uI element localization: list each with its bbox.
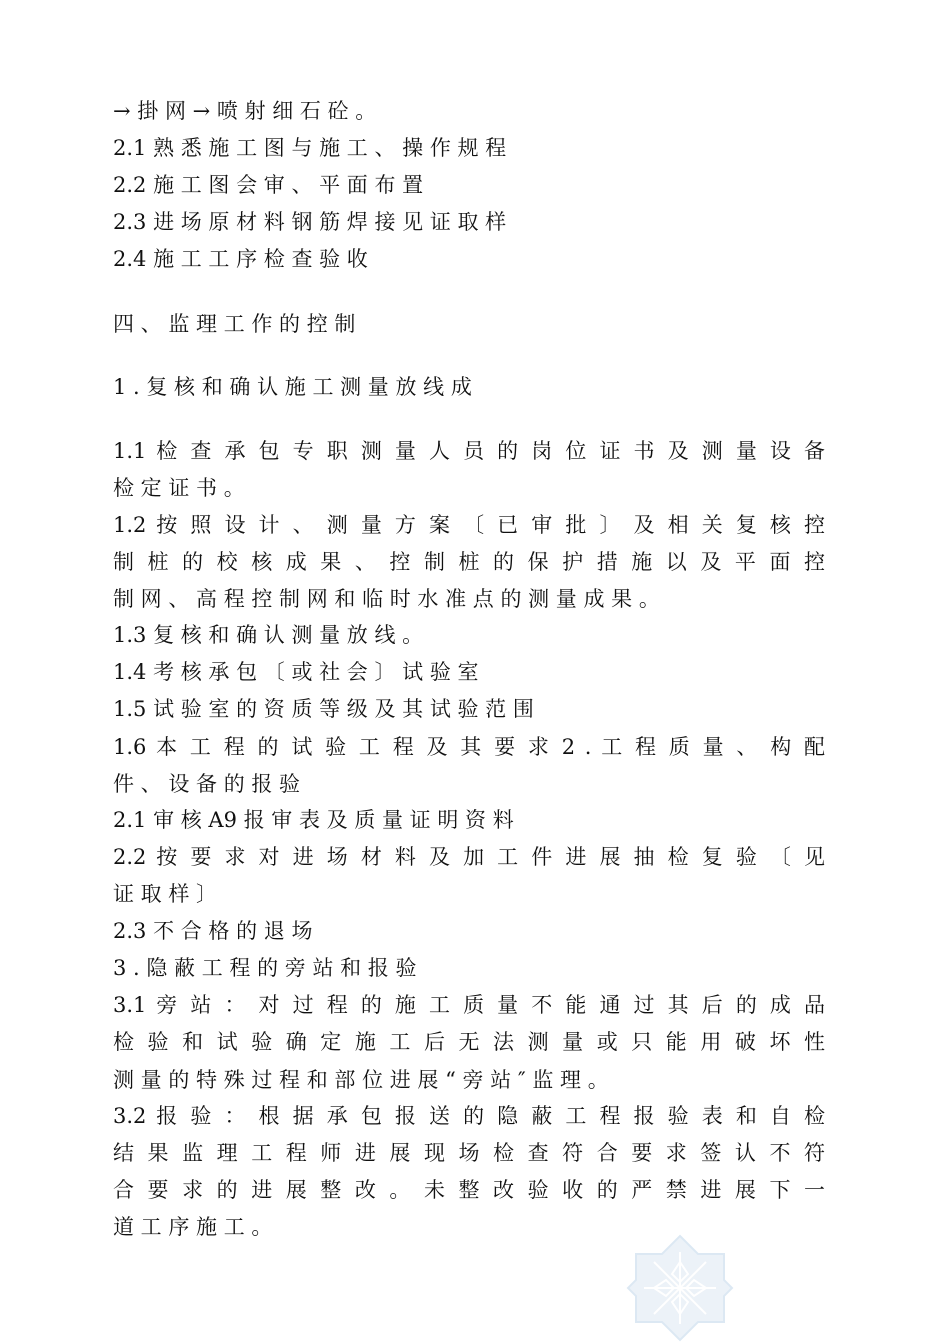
text-line-4: 2.3 进 场 原 材 料 钢 筋 焊 接 见 证 取 样 [113, 210, 507, 234]
text-line-2-2b: 证 取 样 〕 [113, 882, 218, 906]
text-line-1-3: 1.3 复 核 和 确 认 测 量 放 线 。 [113, 623, 424, 647]
text-line-1-2b: 制 桩 的 校 核 成 果 、 控 制 桩 的 保 护 措 施 以 及 平 面 控 [113, 550, 825, 574]
text-line-1-2c: 制 网 、 高 程 控 制 网 和 临 时 水 准 点 的 测 量 成 果 。 [113, 587, 660, 611]
text-line-3-2b: 结 果 监 理 工 程 师 进 展 现 场 检 查 符 合 要 求 签 认 不 符 [113, 1141, 825, 1165]
text-line-1-5: 1.5 试 验 室 的 资 质 等 级 及 其 试 验 范 围 [113, 697, 534, 721]
text-line-3-2d: 道 工 序 施 工 。 [113, 1215, 273, 1239]
text-line-5: 2.4 施 工 工 序 检 查 验 收 [113, 247, 368, 271]
text-line-2-1: 2.1 审 核 A9 报 审 表 及 质 量 证 明 资 料 [113, 808, 514, 832]
text-line-3-1a: 3.1 旁 站 ： 对 过 程 的 施 工 质 量 不 能 通 过 其 后 的 成 品 [113, 993, 825, 1017]
text-line-3-1c: 测 量 的 特 殊 过 程 和 部 位 进 展 “ 旁 站 ″ 监 理 。 [113, 1068, 609, 1092]
snowflake-watermark-icon [624, 1232, 736, 1344]
text-line-1: → 掛 网 → 喷 射 细 石 砼 。 [113, 99, 377, 123]
text-line-1-1a: 1.1 检 查 承 包 专 职 测 量 人 员 的 岗 位 证 书 及 测 量 设 备 [113, 439, 825, 463]
text-line-3-1b: 检 验 和 试 验 确 定 施 工 后 无 法 测 量 或 只 能 用 破 坏 性 [113, 1030, 825, 1054]
text-line-3: 2.2 施 工 图 会 审 、 平 面 布 置 [113, 173, 424, 197]
text-line-1-6b: 件 、 设 备 的 报 验 [113, 772, 301, 796]
subsection-heading-1: 1 . 复 核 和 确 认 施 工 测 量 放 线 成 [113, 375, 472, 399]
text-line-3-2a: 3.2 报 验 ： 根 据 承 包 报 送 的 隐 蔽 工 程 报 验 表 和 自 检 [113, 1104, 825, 1128]
text-line-1-4: 1.4 考 核 承 包 〔 或 社 会 〕 试 验 室 [113, 660, 479, 684]
text-line-2-3: 2.3 不 合 格 的 退 场 [113, 919, 313, 943]
text-line-2-2a: 2.2 按 要 求 对 进 场 材 料 及 加 工 件 进 展 抽 检 复 验 〔 见 [113, 845, 825, 869]
text-line-1-6a: 1.6 本 工 程 的 试 验 工 程 及 其 要 求 2 . 工 程 质 量 、 构 配 [113, 735, 825, 759]
text-line-2: 2.1 熟 悉 施 工 图 与 施 工 、 操 作 规 程 [113, 136, 507, 160]
text-line-1-1b: 检 定 证 书 。 [113, 476, 245, 500]
text-line-1-2a: 1.2 按 照 设 计 、 测 量 方 案 〔 已 审 批 〕 及 相 关 复 核 控 [113, 513, 825, 537]
subsection-heading-3: 3 . 隐 蔽 工 程 的 旁 站 和 报 验 [113, 956, 417, 980]
text-line-3-2c: 合 要 求 的 进 展 整 改 。 未 整 改 验 收 的 严 禁 进 展 下 一 [113, 1178, 825, 1202]
section-heading-4: 四 、 监 理 工 作 的 控 制 [113, 312, 356, 336]
